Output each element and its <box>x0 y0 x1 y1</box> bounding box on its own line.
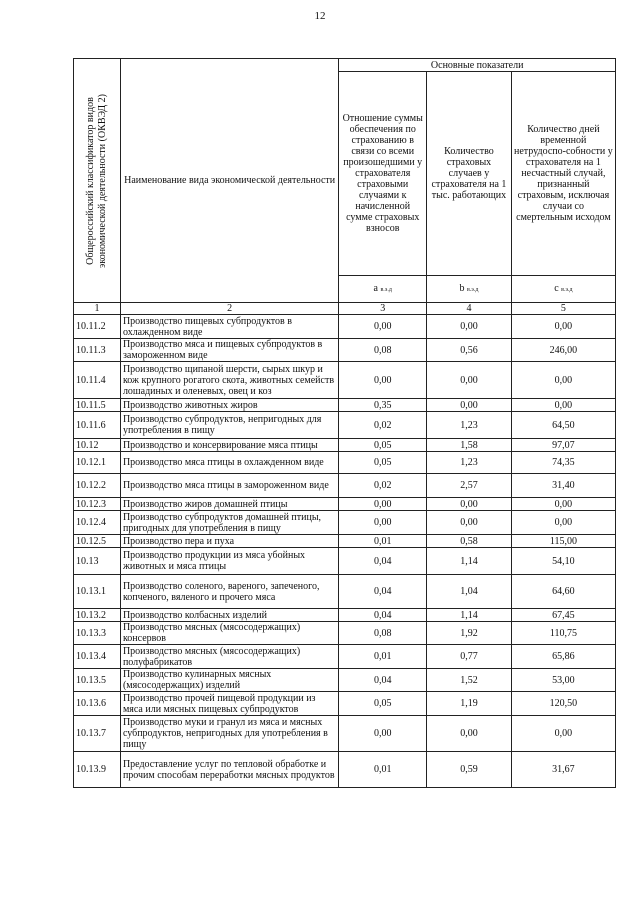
symbol-a-sub: в.э.д <box>380 286 392 293</box>
okved-code-cell: 10.13.4 <box>74 645 121 669</box>
symbol-b-letter: b <box>459 282 465 294</box>
ratio-value-cell: 0,08 <box>339 339 427 362</box>
ratio-value-cell: 0,05 <box>339 439 427 452</box>
days-value-cell: 31,40 <box>511 474 615 498</box>
table-row <box>74 669 616 692</box>
okved-code-cell: 10.11.6 <box>74 412 121 439</box>
activity-name-cell: Производство мяса птицы в охлажденном виде <box>120 452 338 474</box>
days-value-cell: 64,50 <box>511 412 615 439</box>
cases-value-cell: 0,00 <box>427 399 512 412</box>
activity-name-cell: Производство и консервирование мяса птицы <box>120 439 338 452</box>
table-row <box>74 439 616 452</box>
table-row <box>74 752 616 788</box>
okved-code-cell: 10.12.4 <box>74 511 121 535</box>
okved-code-cell: 10.12.2 <box>74 474 121 498</box>
ratio-header: Отношение суммы обеспечения по страхованию в связи со всеми произошедшими у страхователя страховыми случаями к начисленной сумме страховых взносов <box>339 72 427 276</box>
okved-code-cell: 10.13.5 <box>74 669 121 692</box>
cases-header: Количество страховых случаев у страхователя на 1 тыс. работающих <box>427 72 512 276</box>
okved-code-cell: 10.11.3 <box>74 339 121 362</box>
ratio-value-cell: 0,00 <box>339 498 427 511</box>
okved-code-cell: 10.11.2 <box>74 315 121 339</box>
ratio-value-cell: 0,01 <box>339 645 427 669</box>
column-number: 4 <box>427 303 512 315</box>
days-value-cell: 74,35 <box>511 452 615 474</box>
cases-value-cell: 0,58 <box>427 535 512 548</box>
table-row <box>74 315 616 339</box>
column-number: 3 <box>339 303 427 315</box>
cases-value-cell: 0,59 <box>427 752 512 788</box>
okved-code-cell: 10.13.9 <box>74 752 121 788</box>
cases-value-cell: 1,19 <box>427 692 512 716</box>
symbol-b <box>427 276 512 303</box>
activity-name-cell: Производство мяса птицы в замороженном виде <box>120 474 338 498</box>
okved-code-cell: 10.12 <box>74 439 121 452</box>
okved-code-cell: 10.12.1 <box>74 452 121 474</box>
cases-value-cell: 1,14 <box>427 609 512 622</box>
ratio-value-cell: 0,05 <box>339 452 427 474</box>
ratio-value-cell: 0,02 <box>339 474 427 498</box>
column-number: 2 <box>120 303 338 315</box>
table-row <box>74 548 616 575</box>
okved-code-cell: 10.11.4 <box>74 362 121 399</box>
okved-code-cell: 10.13.3 <box>74 622 121 645</box>
okved-code-cell: 10.11.5 <box>74 399 121 412</box>
days-value-cell: 67,45 <box>511 609 615 622</box>
column-number: 5 <box>511 303 615 315</box>
table-row <box>74 645 616 669</box>
ratio-value-cell: 0,08 <box>339 622 427 645</box>
symbol-c <box>511 276 615 303</box>
symbol-c-letter: c <box>554 282 559 294</box>
cases-value-cell: 1,92 <box>427 622 512 645</box>
cases-value-cell: 1,52 <box>427 669 512 692</box>
main-indicators-header: Основные показатели <box>339 59 616 72</box>
days-value-cell: 54,10 <box>511 548 615 575</box>
activity-name-cell: Предоставление услуг по тепловой обработке и прочим способам переработки мясных продуктов <box>120 752 338 788</box>
okved-header-text: Общероссийский классификатор видов экономической деятельности (ОКВЭД 2) <box>84 93 108 268</box>
ratio-value-cell: 0,04 <box>339 609 427 622</box>
ratio-value-cell: 0,00 <box>339 511 427 535</box>
days-value-cell: 97,07 <box>511 439 615 452</box>
okved-code-cell: 10.13.6 <box>74 692 121 716</box>
ratio-value-cell: 0,35 <box>339 399 427 412</box>
table-row <box>74 575 616 609</box>
activity-name-cell: Производство жиров домашней птицы <box>120 498 338 511</box>
days-value-cell: 0,00 <box>511 716 615 752</box>
activity-name-cell: Производство прочей пищевой продукции из мяса или мясных пищевых субпродуктов <box>120 692 338 716</box>
days-value-cell: 0,00 <box>511 362 615 399</box>
days-value-cell: 110,75 <box>511 622 615 645</box>
table-row <box>74 362 616 399</box>
activity-name-cell: Производство субпродуктов, непригодных для употребления в пищу <box>120 412 338 439</box>
days-value-cell: 53,00 <box>511 669 615 692</box>
ratio-value-cell: 0,00 <box>339 315 427 339</box>
cases-value-cell: 1,23 <box>427 452 512 474</box>
activity-name-cell: Производство соленого, вареного, запеченого, копченого, вяленого и прочего мяса <box>120 575 338 609</box>
symbol-a-letter: a <box>373 282 378 294</box>
table-row <box>74 412 616 439</box>
column-numbers-row <box>74 303 616 315</box>
activity-name-header: Наименование вида экономической деятельности <box>120 59 338 303</box>
cases-value-cell: 0,00 <box>427 511 512 535</box>
ratio-value-cell: 0,02 <box>339 412 427 439</box>
days-value-cell: 64,60 <box>511 575 615 609</box>
table-row <box>74 535 616 548</box>
okved-code-cell: 10.13 <box>74 548 121 575</box>
table-row <box>74 339 616 362</box>
days-header: Количество дней временной нетрудоспо-собности у страхователя на 1 несчастный случай, признанный страховым, исключая случаи со смертельным исходом <box>511 72 615 276</box>
column-number: 1 <box>74 303 121 315</box>
symbol-b-sub: в.э.д <box>466 286 479 293</box>
ratio-value-cell: 0,00 <box>339 362 427 399</box>
okved-code-cell: 10.12.3 <box>74 498 121 511</box>
okved-code-cell: 10.13.1 <box>74 575 121 609</box>
ratio-value-cell: 0,01 <box>339 535 427 548</box>
ratio-value-cell: 0,00 <box>339 716 427 752</box>
days-value-cell: 0,00 <box>511 315 615 339</box>
ratio-value-cell: 0,04 <box>339 548 427 575</box>
table-row <box>74 622 616 645</box>
ratio-value-cell: 0,04 <box>339 575 427 609</box>
table-row <box>74 399 616 412</box>
indicators-table <box>73 58 616 788</box>
activity-name-cell: Производство щипаной шерсти, сырых шкур и кож крупного рогатого скота, животных семейств лошадиных и оленевых, овец и коз <box>120 362 338 399</box>
okved-header <box>74 59 121 303</box>
table-row <box>74 511 616 535</box>
days-value-cell: 120,50 <box>511 692 615 716</box>
cases-value-cell: 0,56 <box>427 339 512 362</box>
activity-name-cell: Производство мяса и пищевых субпродуктов в замороженном виде <box>120 339 338 362</box>
symbol-c-sub: в.э.д <box>561 286 573 293</box>
activity-name-cell: Производство мясных (мясосодержащих) консервов <box>120 622 338 645</box>
cases-value-cell: 2,57 <box>427 474 512 498</box>
table-row <box>74 716 616 752</box>
cases-value-cell: 0,00 <box>427 362 512 399</box>
activity-name-cell: Производство пера и пуха <box>120 535 338 548</box>
cases-value-cell: 1,23 <box>427 412 512 439</box>
days-value-cell: 31,67 <box>511 752 615 788</box>
activity-name-cell: Производство животных жиров <box>120 399 338 412</box>
activity-name-cell: Производство кулинарных мясных (мясосодержащих) изделий <box>120 669 338 692</box>
cases-value-cell: 1,58 <box>427 439 512 452</box>
activity-name-cell: Производство пищевых субпродуктов в охлажденном виде <box>120 315 338 339</box>
okved-code-cell: 10.12.5 <box>74 535 121 548</box>
cases-value-cell: 1,14 <box>427 548 512 575</box>
days-value-cell: 0,00 <box>511 399 615 412</box>
symbol-a <box>339 276 427 303</box>
ratio-value-cell: 0,01 <box>339 752 427 788</box>
cases-value-cell: 0,00 <box>427 498 512 511</box>
page-number: 12 <box>314 10 326 22</box>
activity-name-cell: Производство продукции из мяса убойных животных и мяса птицы <box>120 548 338 575</box>
table-row <box>74 498 616 511</box>
cases-value-cell: 0,00 <box>427 315 512 339</box>
ratio-value-cell: 0,04 <box>339 669 427 692</box>
days-value-cell: 115,00 <box>511 535 615 548</box>
cases-value-cell: 0,77 <box>427 645 512 669</box>
activity-name-cell: Производство субпродуктов домашней птицы, пригодных для употребления в пищу <box>120 511 338 535</box>
activity-name-cell: Производство колбасных изделий <box>120 609 338 622</box>
okved-code-cell: 10.13.7 <box>74 716 121 752</box>
activity-name-cell: Производство мясных (мясосодержащих) полуфабрикатов <box>120 645 338 669</box>
days-value-cell: 0,00 <box>511 511 615 535</box>
days-value-cell: 65,86 <box>511 645 615 669</box>
cases-value-cell: 1,04 <box>427 575 512 609</box>
activity-name-cell: Производство муки и гранул из мяса и мясных субпродуктов, непригодных для употребления в пищу <box>120 716 338 752</box>
table-row <box>74 692 616 716</box>
table-row <box>74 452 616 474</box>
days-value-cell: 246,00 <box>511 339 615 362</box>
table-row <box>74 609 616 622</box>
days-value-cell: 0,00 <box>511 498 615 511</box>
table-row <box>74 474 616 498</box>
cases-value-cell: 0,00 <box>427 716 512 752</box>
ratio-value-cell: 0,05 <box>339 692 427 716</box>
okved-code-cell: 10.13.2 <box>74 609 121 622</box>
header-group-row <box>74 59 616 72</box>
